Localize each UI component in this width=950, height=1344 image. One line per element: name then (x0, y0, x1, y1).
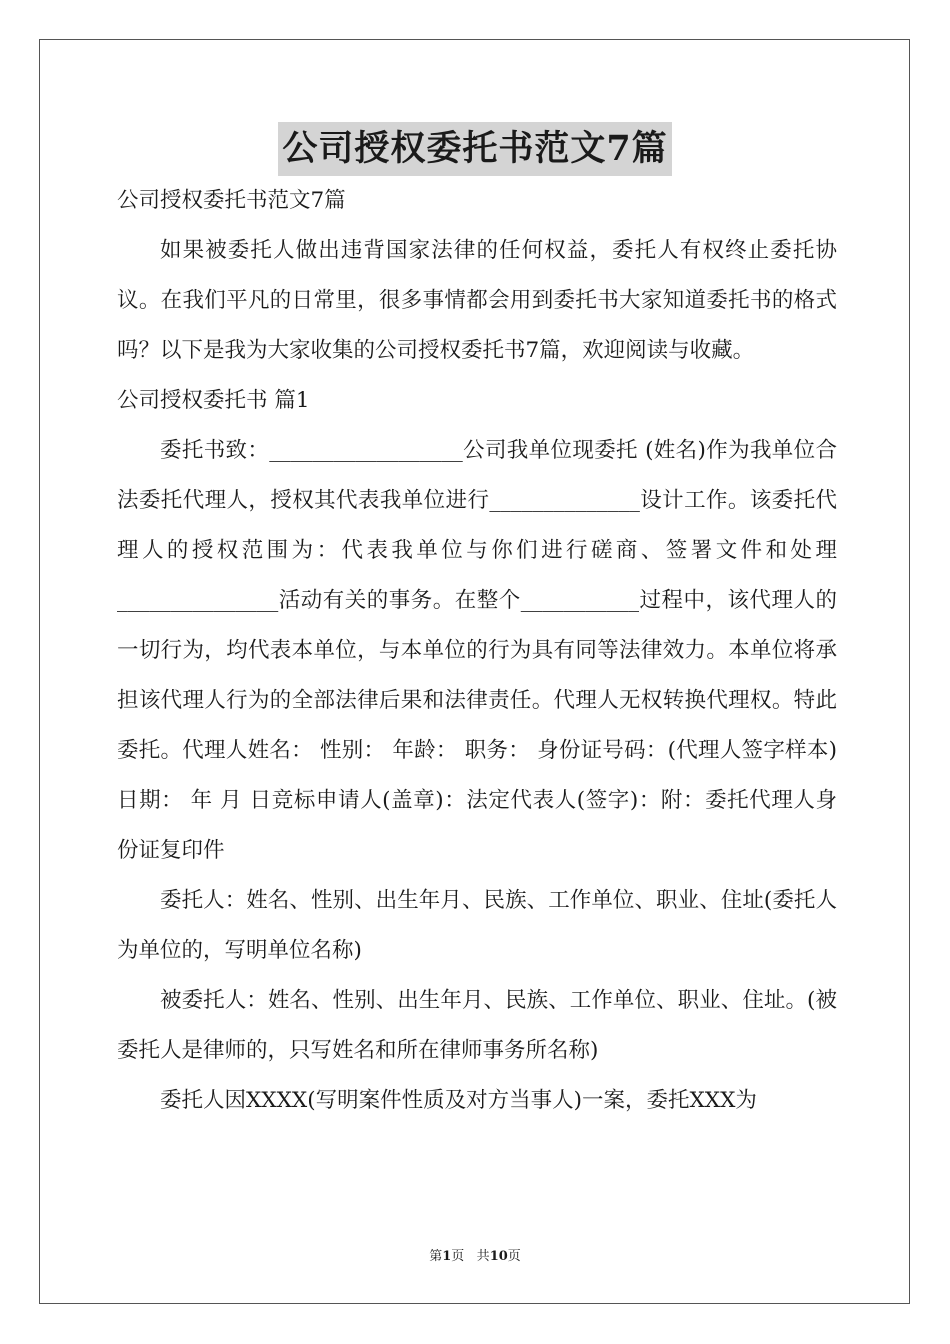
body-paragraph: 委托人因XXXX(写明案件性质及对方当事人)一案，委托XXX为 (160, 1088, 757, 1113)
title-container (0, 122, 950, 176)
page-footer (0, 1248, 950, 1266)
document-body (117, 176, 837, 1126)
body-paragraph: 委托书致：__________________公司我单位现委托 (姓名)作为我单位合法委托代理人，授权其代表我单位进行______________设计工作。该委托代理人的授权范围为：代表我单位与你们进行磋商、签署文件和处理_______________活动有关的事务。在整个___________过程中，该代理人的一切行为，均代表本单位，与本单位的行为具有同等法律效力。本单位将承担该代理人行为的全部法律后果和法律责任。代理人无权转换代理权。特此委托。代理人姓名： 性别： 年龄： 职务： 身份证号码：(代理人签字样本)日期： 年 月 日竞标申请人(盖章)：法定代表人(签字)：附：委托代理人身份证复印件 (117, 438, 837, 863)
page-prefix: 第 (429, 1249, 443, 1264)
page-number: 1 (442, 1249, 452, 1264)
total-prefix: 共 (476, 1249, 490, 1264)
section-heading: 公司授权委托书 篇1 (117, 388, 310, 413)
body-paragraph: 被委托人：姓名、性别、出生年月、民族、工作单位、职业、住址。(被委托人是律师的，只写姓名和所在律师事务所名称) (117, 988, 837, 1063)
page-suffix: 页 (451, 1249, 465, 1264)
document-title: 公司授权委托书范文7篇 (278, 122, 671, 176)
total-pages: 10 (489, 1249, 508, 1264)
body-paragraph: 委托人：姓名、性别、出生年月、民族、工作单位、职业、住址(委托人为单位的，写明单位名称) (117, 888, 837, 963)
intro-paragraph: 如果被委托人做出违背国家法律的任何权益，委托人有权终止委托协议。在我们平凡的日常里，很多事情都会用到委托书大家知道委托书的格式吗？以下是我为大家收集的公司授权委托书7篇，欢迎阅读与收藏。 (117, 238, 837, 363)
subtitle-paragraph: 公司授权委托书范文7篇 (117, 188, 346, 213)
total-suffix: 页 (507, 1249, 521, 1264)
